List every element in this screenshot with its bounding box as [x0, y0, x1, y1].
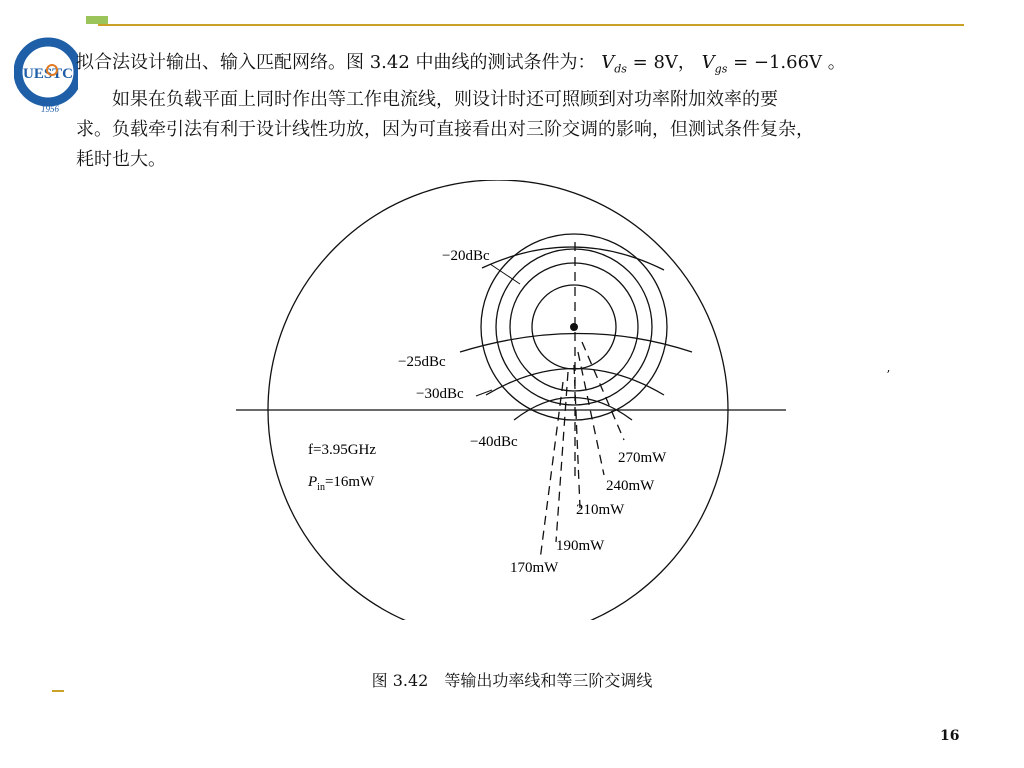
leader-210mW	[574, 365, 580, 508]
label-power-190: 190mW	[556, 538, 605, 554]
header-accent-block	[86, 16, 108, 24]
vds-subscript: ds	[614, 62, 627, 76]
label-pin	[307, 474, 375, 493]
body-text	[76, 48, 976, 175]
paragraph-2-line-3: 耗时也大。	[76, 148, 166, 170]
imd-contours	[460, 247, 692, 420]
imd-contour-20	[482, 247, 664, 270]
paragraph-2-line-1: 如果在负载平面上同时作出等工作电流线，则设计时还可照顾到对功率附加效率的要	[112, 88, 778, 110]
smith-chart-circle	[268, 180, 728, 620]
para1-text: 拟合法设计输出、输入匹配网络。图 3.42 中曲线的测试条件为：	[76, 52, 596, 73]
optimum-point	[570, 323, 578, 331]
university-logo	[14, 24, 78, 120]
label-power-170: 170mW	[510, 560, 559, 576]
power-leaders	[540, 342, 624, 560]
label-power-210: 210mW	[576, 502, 625, 518]
pin-subscript: in	[317, 482, 325, 493]
pin-value: =16mW	[324, 474, 375, 490]
load-pull-figure	[220, 180, 800, 620]
stray-mark: ʼ	[886, 368, 890, 382]
label-dbc-20: −20dBc	[442, 248, 490, 264]
logo-text: UESTC	[22, 66, 74, 82]
label-frequency: f=3.95GHz	[308, 442, 377, 458]
figure-caption: 图 3.42 等输出功率线和等三阶交调线	[371, 671, 653, 690]
leader-dbc-20	[490, 264, 520, 284]
vgs-condition	[701, 52, 846, 76]
header-rule	[98, 24, 964, 26]
label-dbc-30: −30dBc	[416, 386, 464, 402]
logo-year: 1956	[41, 104, 59, 114]
vds-condition	[601, 52, 696, 76]
vds-symbol: V	[601, 52, 615, 73]
vgs-subscript: gs	[714, 62, 728, 76]
paragraph-2-line-2: 求。负载牵引法有利于设计线性功放，因为可直接看出对三阶交调的影响，但测试条件复杂，	[76, 118, 814, 140]
label-dbc-25: −25dBc	[398, 354, 446, 370]
vds-value: = 8V，	[626, 52, 696, 73]
leader-170mW	[540, 382, 563, 560]
vgs-value: = −1.66V 。	[727, 52, 846, 73]
imd-contour-25	[460, 334, 692, 353]
vgs-symbol: V	[701, 52, 715, 73]
pin-symbol: P	[308, 474, 318, 490]
paragraph-1	[76, 48, 976, 85]
label-power-240: 240mW	[606, 478, 655, 494]
label-dbc-40: −40dBc	[470, 434, 518, 450]
label-power-270: 270mW	[618, 450, 667, 466]
footer-accent-mark	[52, 690, 64, 692]
page-number: 16	[940, 728, 960, 744]
